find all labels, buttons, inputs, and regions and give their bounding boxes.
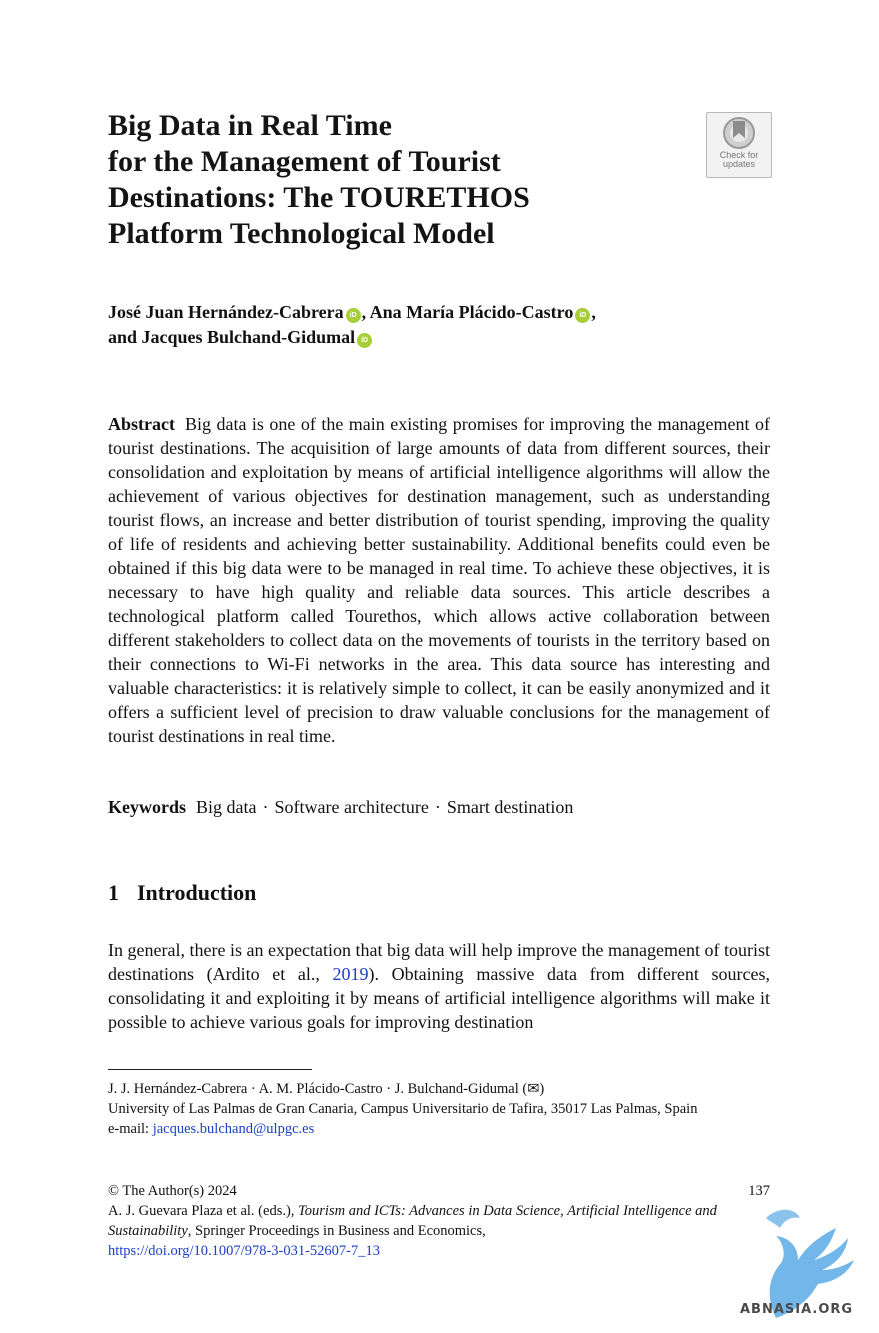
book-title: Tourism and ICTs: Advances in Data Science, Artificial Intelligence and Sustainability: [108, 1203, 717, 1239]
title-line: for the Management of Tourist: [108, 145, 501, 178]
badge-label: updates: [722, 159, 756, 169]
author-name: Jacques Bulchand-Gidumal: [141, 327, 356, 347]
intro-text: ). Obtaining massive data from different sources, consolidating it and exploiting it by means of artificial intelligence algorithms will make it possible to achieve various goals for improving destination: [108, 964, 770, 1032]
section-title: Introduction: [137, 880, 257, 905]
orcid-icon[interactable]: iD: [357, 333, 372, 348]
keywords-label: Keywords: [108, 797, 186, 817]
badge-label: Check for: [719, 150, 759, 160]
author-footnote: [108, 1079, 770, 1139]
intro-text: In general, there is an expectation that big data will help improve the management of tourist destinations (Ardito et al.,: [108, 940, 770, 984]
keyword-separator: ·: [434, 797, 441, 817]
email-label: e-mail:: [108, 1121, 150, 1137]
abstract: [108, 412, 770, 748]
check-for-updates-badge[interactable]: [706, 112, 772, 178]
copyright-line: © The Author(s) 2024: [108, 1183, 237, 1199]
section-number: 1: [108, 880, 119, 905]
doi-link[interactable]: https://doi.org/10.1007/978-3-031-52607-7_13: [108, 1243, 381, 1259]
footnote-divider: [108, 1069, 312, 1070]
author-name: José Juan Hernández-Cabrera: [108, 302, 344, 322]
abstract-label: Abstract: [108, 414, 175, 434]
series: , Springer Proceedings in Business and Economics,: [187, 1223, 486, 1239]
paper-title: [108, 108, 668, 252]
orcid-icon[interactable]: iD: [346, 308, 361, 323]
bookmark-icon: [722, 116, 756, 150]
citation-info: [108, 1201, 770, 1241]
email-link[interactable]: jacques.bulchand@ulpgc.es: [152, 1121, 315, 1137]
keyword: Smart destination: [446, 797, 574, 817]
orcid-icon[interactable]: iD: [575, 308, 590, 323]
keyword-separator: ·: [262, 797, 269, 817]
intro-paragraph: [108, 938, 770, 1034]
title-line: Platform Technological Model: [108, 217, 495, 250]
keyword: Big data: [196, 797, 257, 817]
author-name: Ana María Plácido-Castro: [369, 302, 574, 322]
footnote-authors-end: ): [539, 1081, 545, 1097]
keywords: [108, 795, 770, 819]
footnote-authors: [108, 1079, 770, 1099]
affiliation: University of Las Palmas de Gran Canaria, Campus Universitario de Tafira, 35017 Las Palmas, Spain: [108, 1101, 698, 1117]
section-heading: [108, 879, 256, 907]
editors: A. J. Guevara Plaza et al. (eds.),: [108, 1203, 295, 1219]
keyword: Software architecture: [274, 797, 429, 817]
citation-link[interactable]: 2019: [332, 964, 369, 984]
envelope-icon: ✉: [527, 1081, 540, 1097]
page-number: 137: [748, 1183, 770, 1199]
author-prefix: and: [108, 327, 138, 347]
title-line: Big Data in Real Time: [108, 109, 392, 142]
email-line: [108, 1119, 770, 1139]
abstract-text: Big data is one of the main existing promises for improving the management of tourist destinations. The acquisition of large amounts of data from different sources, their consolidation and exploitation by means of artificial intelligence algorithms will allow the achievement of various objectives for destination management, such as understanding tourist flows, an increase and better distribution of tourist spending, improving the quality of life of residents and achieving better sustainability. Additional benefits could even be obtained if this big data were to be managed in real time. To achieve these objectives, it is necessary to have high quality and reliable data sources. This article describes a technological platform called Tourethos, which allows active collaboration between different stakeholders to collect data on the movements of tourists in the territory based on their connections to Wi-Fi networks in the area. This data source has interesting and valuable characteristics: it is relatively simple to collect, it can be easily anonymized and it offers a sufficient level of precision to draw valuable conclusions for the management of tourist destinations in real time.: [108, 414, 770, 746]
copyright-block: [108, 1181, 770, 1261]
footnote-authors-text: J. J. Hernández-Cabrera · A. M. Plácido-Castro · J. Bulchand-Gidumal (: [108, 1081, 528, 1097]
title-line: Destinations: The TOURETHOS: [108, 181, 530, 214]
watermark-text: ABNASIA.ORG: [740, 1302, 854, 1317]
author-list: José Juan Hernández-Cabrera iD , Ana María Plácido-Castro iD , and Jacques Bulchand-Gidumal iD: [108, 302, 596, 347]
